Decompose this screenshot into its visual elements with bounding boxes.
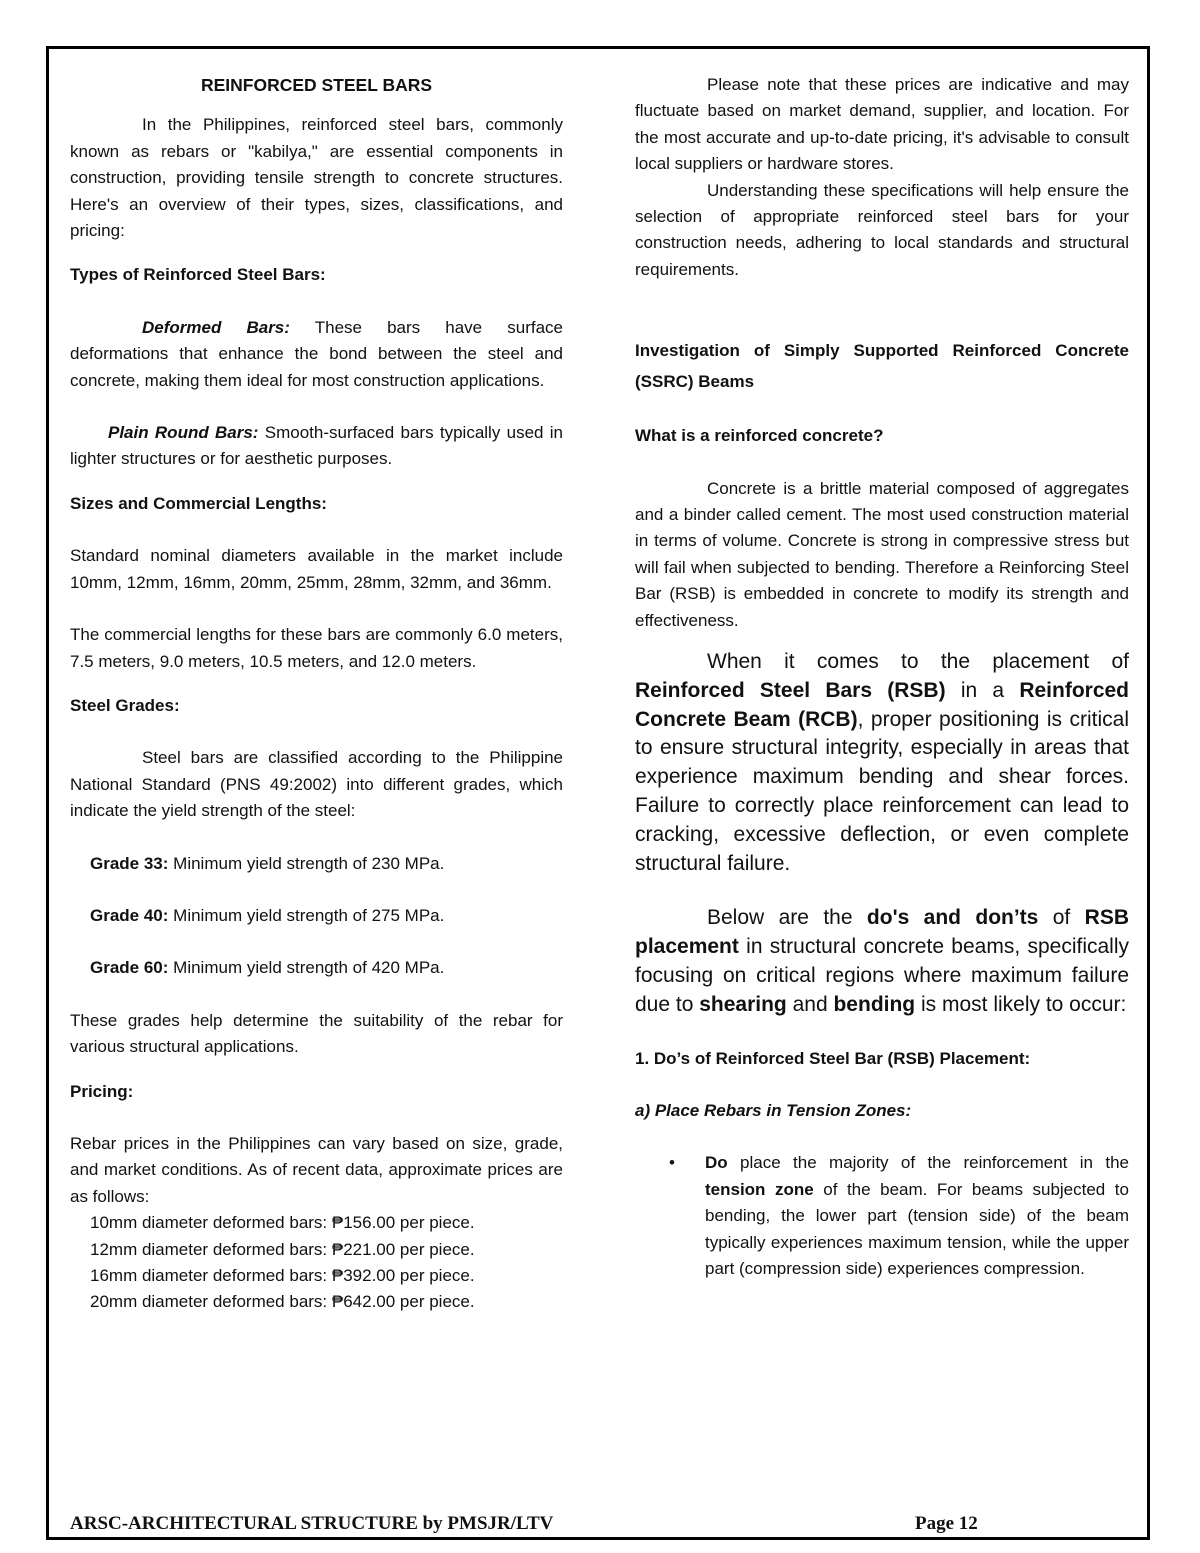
placement-text-1: When it comes to the placement of — [707, 650, 1129, 674]
below-text-1: Below are the — [707, 906, 867, 930]
bullet-bold-2: tension zone — [705, 1179, 814, 1199]
right-column — [635, 72, 1129, 1283]
grade-label: Grade 33: — [90, 853, 169, 873]
placement-text-3: , proper positioning is critical to ensure structural integrity, especially in areas that experience maximum bending and shear forces. Failure to correctly place reinforcement can lead to cracking, excessive deflection, or even complete structural failure. — [635, 707, 1130, 875]
placement-bold-1: Reinforced Steel Bars (RSB) — [635, 678, 946, 702]
deformed-bars-paragraph — [70, 315, 563, 394]
grade-label: Grade 60: — [90, 958, 169, 978]
grade-label: Grade 40: — [90, 905, 169, 925]
deformed-bars-text: These bars have surface deformations that enhance the bond between the steel and concrete, making them ideal for most construction applications. — [70, 317, 563, 390]
below-text-4: and — [786, 992, 834, 1016]
placement-text-2: in a — [945, 678, 1020, 702]
plain-bars-text: Smooth-surfaced bars typically used in lighter structures or for aesthetic purposes. — [70, 423, 563, 469]
placement-bold-2: Reinforced Concrete Beam (RCB) — [635, 678, 1129, 731]
placement-paragraph — [635, 648, 1129, 878]
plain-bars-paragraph — [70, 420, 563, 473]
lengths-paragraph: The commercial lengths for these bars are commonly 6.0 meters, 7.5 meters, 9.0 meters, 10.5 meters, and 12.0 meters. — [70, 625, 563, 671]
grades-note: These grades help determine the suitability of the rebar for various structural applications. — [70, 1010, 563, 1057]
grade-text: Minimum yield strength of 420 MPa. — [168, 958, 445, 978]
bullet-bold-1: Do — [705, 1153, 728, 1173]
sizes-heading: Sizes and Commercial Lengths: — [70, 493, 327, 513]
bullet-text-2: of the beam. For beams subjected to bending, the lower part (tension side) of the beam typically experiences maximum tension, while the upper part (compression side) experiences compression. — [705, 1179, 1129, 1279]
below-bold-3: shearing — [699, 992, 787, 1016]
page-title: REINFORCED STEEL BARS — [200, 75, 433, 95]
below-bold-1: do's and don’ts — [866, 906, 1039, 930]
intro-paragraph: In the Philippines, reinforced steel bars, commonly known as rebars or "kabilya," are essential components in construction, providing tensile strength to concrete structures. Here's an overview of their types, sizes, classifications, and pricing: — [70, 115, 563, 241]
sizes-paragraph: Standard nominal diameters available in the market include 10mm, 12mm, 16mm, 20mm, 25mm, 28mm, 32mm, and 36mm. — [70, 546, 563, 592]
footer-course-title: ARSC-ARCHITECTURAL STRUCTURE by PMSJR/LTV — [70, 1513, 554, 1534]
bullet-marker: • — [669, 1153, 675, 1173]
price-item: 20mm diameter deformed bars: ₱642.00 per piece. — [90, 1292, 475, 1312]
below-text-5: is most likely to occur: — [915, 992, 1127, 1016]
grade-text: Minimum yield strength of 230 MPa. — [168, 853, 445, 873]
grade-item — [70, 955, 563, 981]
plain-bars-label: Plain Round Bars: — [108, 423, 259, 443]
pricing-paragraph: Rebar prices in the Philippines can vary based on size, grade, and market conditions. As of recent data, approximate prices are as follows: — [70, 1133, 563, 1206]
types-heading: Types of Reinforced Steel Bars: — [70, 265, 326, 285]
dos-heading: 1. Do’s of Reinforced Steel Bar (RSB) Placement: — [635, 1048, 1031, 1068]
grade-text: Minimum yield strength of 275 MPa. — [168, 905, 445, 925]
pricing-heading: Pricing: — [70, 1081, 134, 1101]
price-item: 12mm diameter deformed bars: ₱221.00 per piece. — [90, 1239, 475, 1259]
left-column — [70, 72, 563, 1316]
concrete-paragraph: Concrete is a brittle material composed of aggregates and a binder called cement. The most used construction material in terms of volume. Concrete is strong in compressive stress but will fail when subjected to bending. Therefore a Reinforcing Steel Bar (RSB) is embedded in concrete to modify its strength and effectiveness. — [635, 478, 1129, 630]
footer-page-number: Page 12 — [915, 1513, 978, 1534]
bullet-text-1: place the majority of the reinforcement in the — [727, 1153, 1129, 1173]
grade-item — [70, 903, 563, 929]
investigation-heading: Investigation of Simply Supported Reinforced Concrete (SSRC) Beams — [635, 341, 1129, 392]
what-heading: What is a reinforced concrete? — [635, 426, 884, 446]
deformed-bars-label: Deformed Bars: — [142, 317, 290, 337]
below-text-2: of — [1038, 906, 1085, 930]
grades-heading: Steel Grades: — [70, 695, 180, 715]
tension-zones-heading: a) Place Rebars in Tension Zones: — [635, 1101, 912, 1121]
price-item: 16mm diameter deformed bars: ₱392.00 per piece. — [90, 1266, 475, 1285]
understanding-paragraph: Understanding these specifications will help ensure the selection of appropriate reinforced steel bars for your construction needs, adhering to local standards and structural requirements. — [635, 180, 1129, 279]
bullet-item — [635, 1150, 1129, 1282]
below-bold-2: RSB placement — [635, 906, 1129, 959]
grades-paragraph: Steel bars are classified according to the Philippine National Standard (PNS 49:2002) into different grades, which indicate the yield strength of the steel: — [70, 748, 563, 821]
below-bold-4: bending — [833, 992, 916, 1016]
grade-item — [70, 851, 563, 877]
price-item: 10mm diameter deformed bars: ₱156.00 per piece. — [90, 1213, 475, 1233]
below-text-3: in structural concrete beams, specifically focusing on critical regions where maximum failure due to — [635, 935, 1129, 1016]
price-note-paragraph: Please note that these prices are indicative and may fluctuate based on market demand, supplier, and location. For the most accurate and up-to-date pricing, it's advisable to consult local suppliers or hardware stores. — [635, 75, 1129, 174]
below-paragraph — [635, 904, 1129, 1019]
